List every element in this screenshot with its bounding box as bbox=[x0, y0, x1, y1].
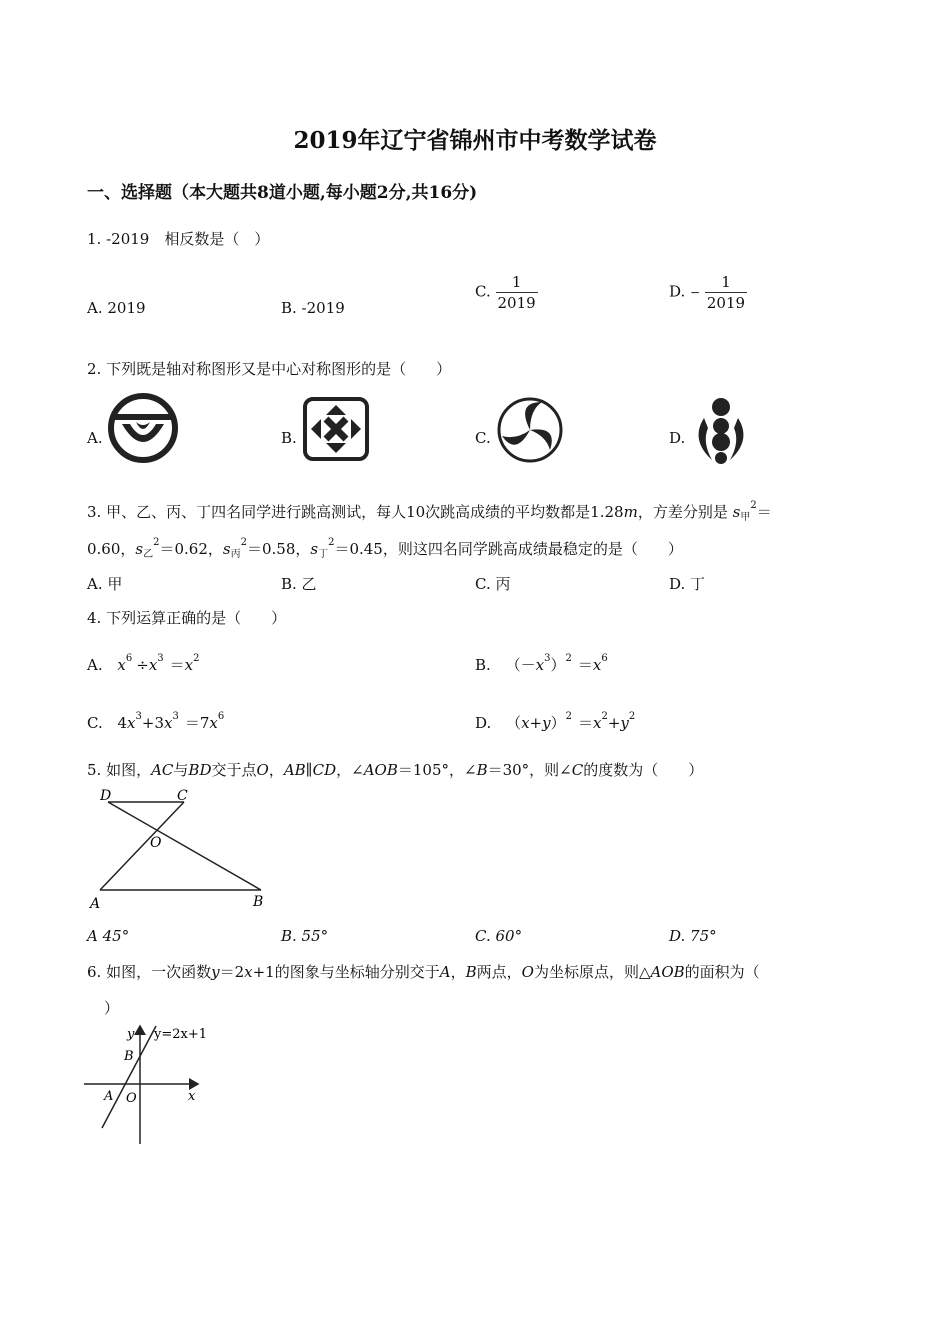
q1-d-numerator: 1 bbox=[721, 273, 731, 291]
q4-b-close: ） bbox=[550, 656, 566, 674]
q1-stem: 1. -2019 相反数是（ ） bbox=[87, 230, 270, 248]
q3-sq-4: 2 bbox=[328, 537, 335, 548]
q5-label-c: C bbox=[177, 788, 188, 804]
q4-b-x2: x bbox=[592, 656, 602, 674]
q5-text-4: ， bbox=[268, 761, 284, 779]
q1-d-sign: − bbox=[690, 285, 701, 300]
q4-d-xy: x+y bbox=[521, 714, 551, 732]
q4-d-label: D. bbox=[475, 714, 492, 732]
q5-line-db bbox=[108, 802, 261, 890]
q6-label-o: O bbox=[126, 1091, 137, 1106]
q6-x: x bbox=[244, 963, 253, 981]
q2-option-a-label: A. bbox=[87, 429, 103, 447]
q6-label-function: y=2x+1 bbox=[154, 1027, 208, 1042]
q6-y: y bbox=[211, 963, 220, 981]
q4-c-label: C. bbox=[87, 714, 103, 732]
q1-option-a: A. 2019 bbox=[87, 299, 146, 317]
q3-s-ding: s bbox=[310, 540, 319, 558]
q6-text-7: 的面积为（ bbox=[684, 963, 760, 981]
q3-sub-ding: 丁 bbox=[318, 549, 329, 560]
q5-ab-cd: AB∥CD bbox=[283, 761, 337, 779]
q4-c-exp1: 3 bbox=[135, 711, 142, 722]
q3-sub-bing: 丙 bbox=[230, 549, 241, 560]
q5-ac: AC bbox=[151, 761, 174, 779]
q5-label-b: B bbox=[253, 894, 264, 910]
q3-sub-jia: 甲 bbox=[740, 512, 751, 523]
q3-sub-yi: 乙 bbox=[143, 549, 154, 560]
q3-text-2: ，方差分别是 bbox=[637, 503, 728, 521]
q4-d-exp1: 2 bbox=[565, 711, 572, 722]
q3-s-bing: s bbox=[222, 540, 231, 558]
q4-d-exp3: 2 bbox=[628, 711, 636, 722]
q4-d-x: x bbox=[592, 714, 602, 732]
q4-a-exp1: 6 bbox=[125, 653, 133, 664]
q3-text-6: ＝0.58， bbox=[246, 540, 311, 558]
q2-option-b-label: B. bbox=[281, 429, 297, 447]
q4-option-d bbox=[475, 712, 635, 733]
q6-label-x: x bbox=[188, 1089, 196, 1104]
q5-text-7: ＝30°，则∠ bbox=[487, 761, 572, 779]
q5-option-d: D. 75° bbox=[669, 927, 717, 945]
q4-option-b bbox=[475, 654, 608, 675]
q1-option-d-fraction bbox=[705, 272, 747, 313]
q4-d-eq: ＝ bbox=[577, 714, 593, 732]
q4-c-x1: x bbox=[127, 714, 136, 732]
q6-text-6: 为坐标原点，则△ bbox=[533, 963, 651, 981]
q3-option-c: C. 丙 bbox=[475, 575, 511, 593]
q5-o: O bbox=[256, 761, 269, 779]
q5-label-o: O bbox=[150, 835, 162, 851]
q4-a-op: ÷ bbox=[136, 656, 149, 674]
q4-c-coef: 4 bbox=[117, 714, 128, 732]
q4-a-label: A. bbox=[87, 656, 103, 674]
q4-a-x3: x bbox=[184, 656, 194, 674]
q2-figure-d-flame-icon bbox=[690, 396, 752, 466]
q4-option-c bbox=[87, 712, 224, 733]
q1-option-c-label: C. bbox=[475, 282, 491, 301]
q1-option-d-label: D. bbox=[669, 282, 686, 301]
q5-text-6: ＝105°，∠ bbox=[397, 761, 477, 779]
q2-figure-b-arrows-icon bbox=[302, 396, 370, 462]
q4-d-exp2: 2 bbox=[601, 711, 608, 722]
q4-b-x1: x bbox=[535, 656, 545, 674]
q3-text-3: ＝ bbox=[756, 503, 772, 521]
q4-c-exp3: 6 bbox=[217, 711, 225, 722]
q1-c-numerator: 1 bbox=[511, 273, 522, 291]
q5-label-a: A bbox=[90, 896, 101, 912]
q4-b-exp3: 6 bbox=[601, 653, 608, 664]
q4-a-x1: x bbox=[117, 656, 126, 674]
q4-a-eq: ＝ bbox=[169, 656, 185, 674]
q4-d-y: y bbox=[620, 714, 629, 732]
q5-text-8: 的度数为（ ） bbox=[583, 761, 704, 779]
q5-c: C bbox=[571, 761, 584, 779]
q4-b-eq: ＝ bbox=[577, 656, 593, 674]
q6-stem bbox=[87, 961, 760, 982]
q4-c-x3: x bbox=[209, 714, 218, 732]
q5-option-b: B. 55° bbox=[281, 927, 329, 945]
q2-option-c-label: C. bbox=[475, 429, 491, 447]
q6-text-3: +1的图象与坐标轴分别交于 bbox=[252, 963, 440, 981]
q4-a-exp2: 3 bbox=[157, 653, 164, 664]
q5-stem bbox=[87, 759, 703, 780]
q6-text-4: ， bbox=[450, 963, 466, 981]
q6-text-1: 6. 如图，一次函数 bbox=[87, 963, 212, 981]
q5-aob: AOB bbox=[363, 761, 398, 779]
q4-b-open: （－ bbox=[505, 656, 536, 674]
q6-o: O bbox=[521, 963, 534, 981]
q2-option-d-label: D. bbox=[669, 429, 686, 447]
q5-label-d: D bbox=[100, 788, 112, 804]
q5-line-ca bbox=[100, 802, 184, 890]
q6-text-2: ＝2 bbox=[219, 963, 245, 981]
q3-sq-1: 2 bbox=[750, 500, 757, 511]
q4-option-a bbox=[87, 654, 200, 675]
q4-d-close: ） bbox=[550, 714, 566, 732]
q5-geometry-figure bbox=[86, 784, 276, 912]
q2-figure-a-emblem-icon bbox=[106, 392, 180, 464]
q1-option-c-fraction bbox=[496, 272, 538, 313]
q5-option-a: A 45° bbox=[87, 927, 130, 945]
q5-text-1: 5. 如图， bbox=[87, 761, 152, 779]
q4-c-eq: ＝7 bbox=[184, 714, 210, 732]
q3-line1 bbox=[87, 501, 772, 522]
q3-sq-2: 2 bbox=[153, 537, 160, 548]
q3-s-yi: s bbox=[135, 540, 144, 558]
q3-sq-3: 2 bbox=[240, 537, 247, 548]
q4-b-exp2: 2 bbox=[565, 653, 572, 664]
q6-aob: AOB bbox=[650, 963, 685, 981]
q3-text-5: ＝0.62， bbox=[159, 540, 223, 558]
q4-stem: 4. 下列运算正确的是（ ） bbox=[87, 609, 287, 627]
q5-option-c: C. 60° bbox=[475, 927, 523, 945]
q4-a-exp3: 2 bbox=[193, 653, 200, 664]
q6-a: A bbox=[439, 963, 451, 981]
q6-stem-line2: ） bbox=[104, 999, 120, 1017]
q4-c-plus: +3 bbox=[141, 714, 165, 732]
q6-label-a: A bbox=[104, 1089, 114, 1104]
page-title: 2019年辽宁省锦州市中考数学试卷 bbox=[293, 127, 657, 154]
q3-text-4: 0.60， bbox=[87, 540, 136, 558]
q5-text-2: 与 bbox=[173, 761, 189, 779]
q4-d-plus: + bbox=[607, 714, 621, 732]
q1-option-c bbox=[475, 272, 538, 313]
q6-label-b: B bbox=[124, 1049, 134, 1064]
q4-b-label: B. bbox=[475, 656, 491, 674]
q6-function-graph bbox=[84, 1020, 214, 1148]
q5-text-5: ，∠ bbox=[336, 761, 364, 779]
q1-option-d bbox=[669, 272, 747, 313]
q1-d-denominator: 2019 bbox=[706, 294, 746, 312]
q3-text-7: ＝0.45，则这四名同学跳高成绩最稳定的是（ ） bbox=[334, 540, 683, 558]
q3-unit-m: m bbox=[623, 503, 638, 521]
q4-a-x2: x bbox=[148, 656, 158, 674]
q2-figure-c-triskelion-icon bbox=[496, 396, 564, 464]
q5-b: B bbox=[476, 761, 488, 779]
q4-b-exp1: 3 bbox=[544, 653, 551, 664]
q3-option-d: D. 丁 bbox=[669, 575, 706, 593]
q3-option-b: B. 乙 bbox=[281, 575, 317, 593]
q5-text-3: 交于点 bbox=[211, 761, 257, 779]
q1-c-denominator: 2019 bbox=[497, 294, 536, 312]
q4-d-open: （ bbox=[506, 714, 522, 732]
q3-line2 bbox=[87, 538, 683, 559]
q4-c-exp2: 3 bbox=[172, 711, 179, 722]
q3-text-1: 3. 甲、乙、丙、丁四名同学进行跳高测试，每人10次跳高成绩的平均数都是1.28 bbox=[87, 503, 624, 521]
q3-option-a: A. 甲 bbox=[87, 575, 123, 593]
q6-label-y: y bbox=[127, 1027, 135, 1042]
q3-s-jia: s bbox=[732, 503, 741, 521]
q6-b: B bbox=[465, 963, 477, 981]
q1-option-b: B. -2019 bbox=[281, 299, 345, 317]
q5-bd: BD bbox=[188, 761, 212, 779]
q6-text-5: 两点， bbox=[476, 963, 522, 981]
q2-stem: 2. 下列既是轴对称图形又是中心对称图形的是（ ） bbox=[87, 360, 452, 378]
q4-c-x2: x bbox=[164, 714, 173, 732]
section-heading: 一、选择题（本大题共8道小题,每小题2分,共16分) bbox=[87, 183, 478, 203]
